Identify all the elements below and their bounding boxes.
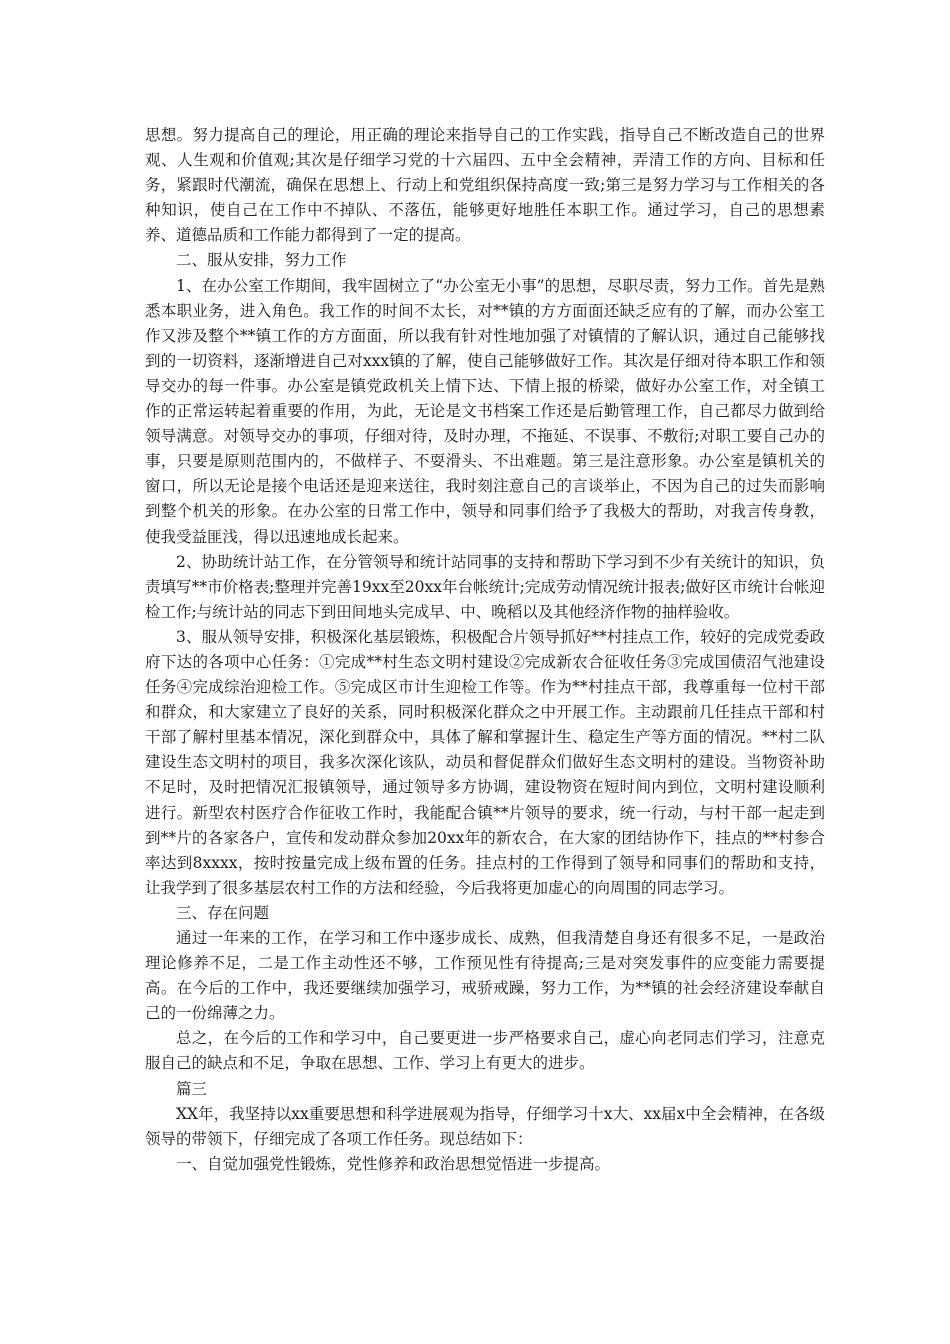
- paragraph-problems: 通过一年来的工作，在学习和工作中逐步成长、成熟，但我清楚自身还有很多不足，一是政治理论修养不足，二是工作主动性还不够，工作预见性有待提高;三是对突发事件的应变能力需要提高。在今后的工作中，我还要继续加强学习，戒骄戒躁，努力工作，为**镇的社会经济建设奉献自己的一份绵薄之力。: [145, 929, 825, 1023]
- document-body: [145, 123, 825, 1177]
- paragraph-village-work: 3、服从领导安排，积极深化基层锻炼，积极配合片领导抓好**村挂点工作，较好的完成党委政府下达的各项中心任务：①完成**村生态文明村建设②完成新农合征收任务③完成国债沼气池建设任务④完成综治迎检工作。⑤完成区市计生迎检工作等。作为**村挂点干部，我尊重每一位村干部和群众，和大家建立了良好的关系，同时积极深化群众之中开展工作。主动跟前几任挂点干部和村干部了解村里基本情况，深化到群众中，具体了解和掌握计生、稳定生产等方面的情况。**村二队建设生态文明村的项目，我多次深化该队，动员和督促群众们做好生态文明村的建设。当物资补助不足时，及时把情况汇报镇领导，通过领导多方协调，建设物资在短时间内到位，文明村建设顺利进行。新型农村医疗合作征收工作时，我能配合镇**片领导的要求，统一行动，与村干部一起走到到**片的各家各户，宣传和发动群众参加20xx年的新农合，在大家的团结协作下，挂点的**村参合率达到8xxxx，按时按量完成上级布置的任务。挂点村的工作得到了领导和同事们的帮助和支持，让我学到了很多基层农村工作的方法和经验，今后我将更加虚心的向周围的同志学习。: [145, 627, 825, 897]
- section-heading-2: 二、服从安排，努力工作: [176, 251, 347, 270]
- paragraph-office-work: 1、在办公室工作期间，我牢固树立了“办公室无小事”的思想，尽职尽责，努力工作。首先是熟悉本职业务，进入角色。我工作的时间不太长，对**镇的方方面面还缺乏应有的了解，而办公室工作又涉及整个**镇工作的方方面面，所以我有针对性地加强了对镇情的了解认识，通过自己能够找到的一切资料，逐渐增进自己对xxx镇的了解，使自己能够做好工作。其次是仔细对待本职工作和领导交办的每一件事。办公室是镇党政机关上情下达、下情上报的桥梁，做好办公室工作，对全镇工作的正常运转起着重要的作用，为此，无论是文书档案工作还是后勤管理工作，自己都尽力做到给领导满意。对领导交办的事项，仔细对待，及时办理，不拖延、不误事、不敷衍;对职工要自己办的事，只要是原则范围内的，不做样子、不耍滑头、不出难题。第三是注意形象。办公室是镇机关的窗口，所以无论是接个电话还是迎来送往，我时刻注意自己的言谈举止，不因为自己的过失而影响到整个机关的形象。在办公室的日常工作中，领导和同事们给予了我极大的帮助，对我言传身教，使我受益匪浅，得以迅速地成长起来。: [145, 276, 825, 546]
- section-heading-1: 一、自觉加强党性锻炼，党性修养和政治思想觉悟进一步提高。: [176, 1154, 611, 1173]
- paragraph-statistics-work: 2、协助统计站工作，在分管领导和统计站同事的支持和帮助下学习到不少有关统计的知识，负责填写**市价格表;整理并完善19xx至20xx年台帐统计;完成劳动情况统计报表;做好区市统计台帐迎检工作;与统计站的同志下到田间地头完成早、中、晚稻以及其他经济作物的抽样验收。: [145, 552, 825, 621]
- paragraph-conclusion: 总之，在今后的工作和学习中，自己要更进一步严格要求自己，虚心向老同志们学习，注意克服自己的缺点和不足，争取在思想、工作、学习上有更大的进步。: [145, 1029, 825, 1073]
- part-heading: 篇三: [176, 1079, 208, 1098]
- section-heading-3: 三、存在问题: [176, 903, 270, 922]
- paragraph-intro: XX年，我坚持以xx重要思想和科学进展观为指导，仔细学习十x大、xx届x中全会精神，在各级领导的带领下，仔细完成了各项工作任务。现总结如下：: [145, 1104, 825, 1148]
- paragraph-continuation: 思想。努力提高自己的理论，用正确的理论来指导自己的工作实践，指导自己不断改造自己的世界观、人生观和价值观;其次是仔细学习党的十六届四、五中全会精神，弄清工作的方向、目标和任务，紧跟时代潮流，确保在思想上、行动上和党组织保持高度一致;第三是努力学习与工作相关的各种知识，使自己在工作中不掉队、不落伍，能够更好地胜任本职工作。通过学习，自己的思想素养、道德品质和工作能力都得到了一定的提高。: [145, 126, 825, 245]
